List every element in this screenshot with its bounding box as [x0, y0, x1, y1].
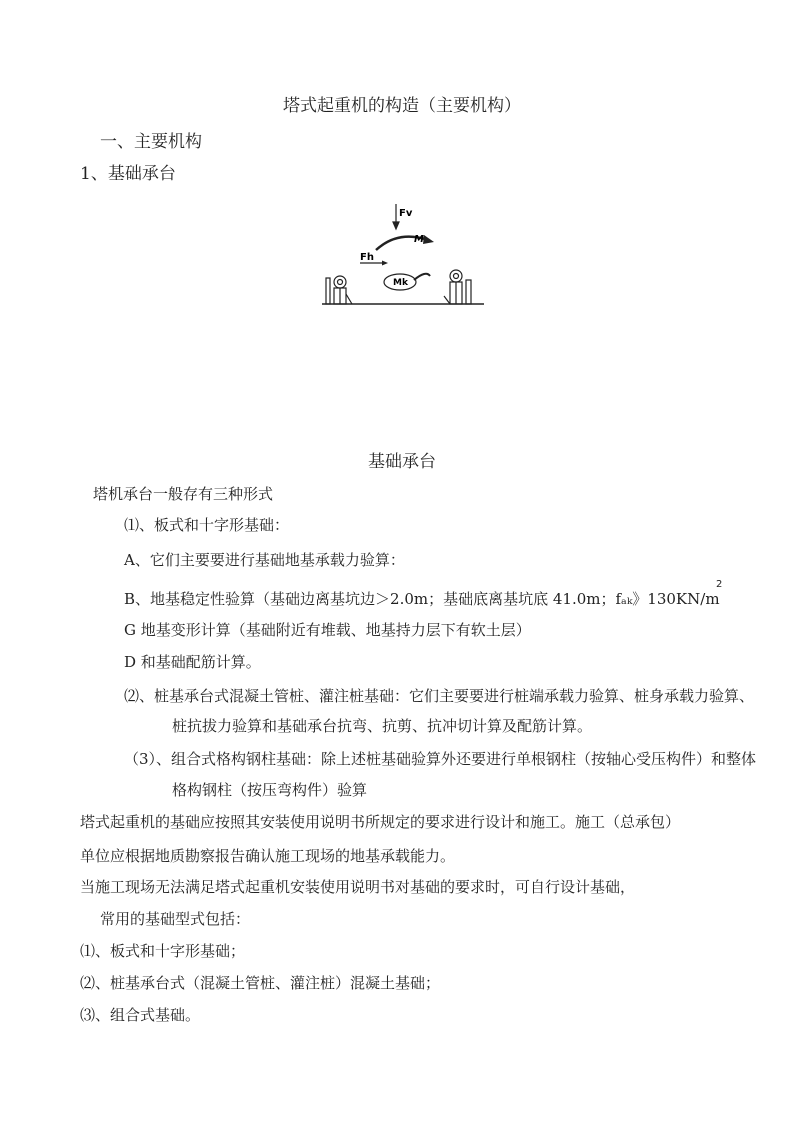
- type-1: ⑴、板式和十字形基础；: [80, 942, 246, 960]
- paragraph-2: 当施工现场无法满足塔式起重机安装使用说明书对基础的要求时，可自行设计基础，: [80, 878, 636, 896]
- item-1: ⑴、板式和十字形基础：: [124, 516, 290, 534]
- superscript: 2: [716, 579, 723, 590]
- item-3-line-2: 格构钢柱（按压弯构件）验算: [172, 781, 368, 799]
- section-heading: 一、主要机构: [100, 132, 202, 152]
- subsection-heading: 1、基础承台: [80, 164, 176, 184]
- type-2: ⑵、桩基承台式（混凝土管桩、灌注桩）混凝土基础；: [80, 974, 441, 992]
- paragraph-1-line-1: 塔式起重机的基础应按照其安装使用说明书所规定的要求进行设计和施工。施工（总承包）: [80, 813, 681, 831]
- item-1-d: D 和基础配筋计算。: [124, 653, 261, 671]
- item-2-line-2: 桩抗拔力验算和基础承台抗弯、抗剪、抗冲切计算及配筋计算。: [172, 717, 593, 735]
- label-fh: Fh: [360, 252, 374, 263]
- right-anchor-icon: [444, 270, 471, 304]
- intro-text: 塔机承台一般存有三种形式: [93, 485, 274, 503]
- item-1-c: G 地基变形计算（基础附近有堆载、地基持力层下有软土层）: [124, 621, 531, 639]
- paragraph-1-line-2: 单位应根据地质勘察报告确认施工现场的地基承载能力。: [80, 847, 456, 865]
- diagram-caption: 基础承台: [368, 452, 436, 472]
- page-title: 塔式起重机的构造（主要机构）: [283, 96, 521, 116]
- item-1-b: B、地基稳定性验算（基础边离基坑边＞2.0m；基础底离基坑底 41.0m；fₐₖ》130KN/m: [124, 590, 720, 608]
- left-anchor-icon: [326, 276, 352, 304]
- common-types-heading: 常用的基础型式包括：: [100, 910, 251, 928]
- label-mk: Mk: [393, 278, 408, 288]
- type-3: ⑶、组合式基础。: [80, 1006, 201, 1024]
- item-3-line-1: （3）、组合式格构钢柱基础：除上述桩基础验算外还要进行单根钢柱（按轴心受压构件）和整体: [124, 750, 757, 768]
- label-m: M: [414, 234, 424, 245]
- item-2-line-1: ⑵、桩基承台式混凝土管桩、灌注桩基础：它们主要要进行桩端承载力验算、桩身承载力验算、: [124, 687, 755, 705]
- foundation-load-diagram: [318, 196, 488, 314]
- item-1-a: A、它们主要要进行基础地基承载力验算：: [124, 551, 405, 569]
- label-fv: Fv: [399, 208, 413, 219]
